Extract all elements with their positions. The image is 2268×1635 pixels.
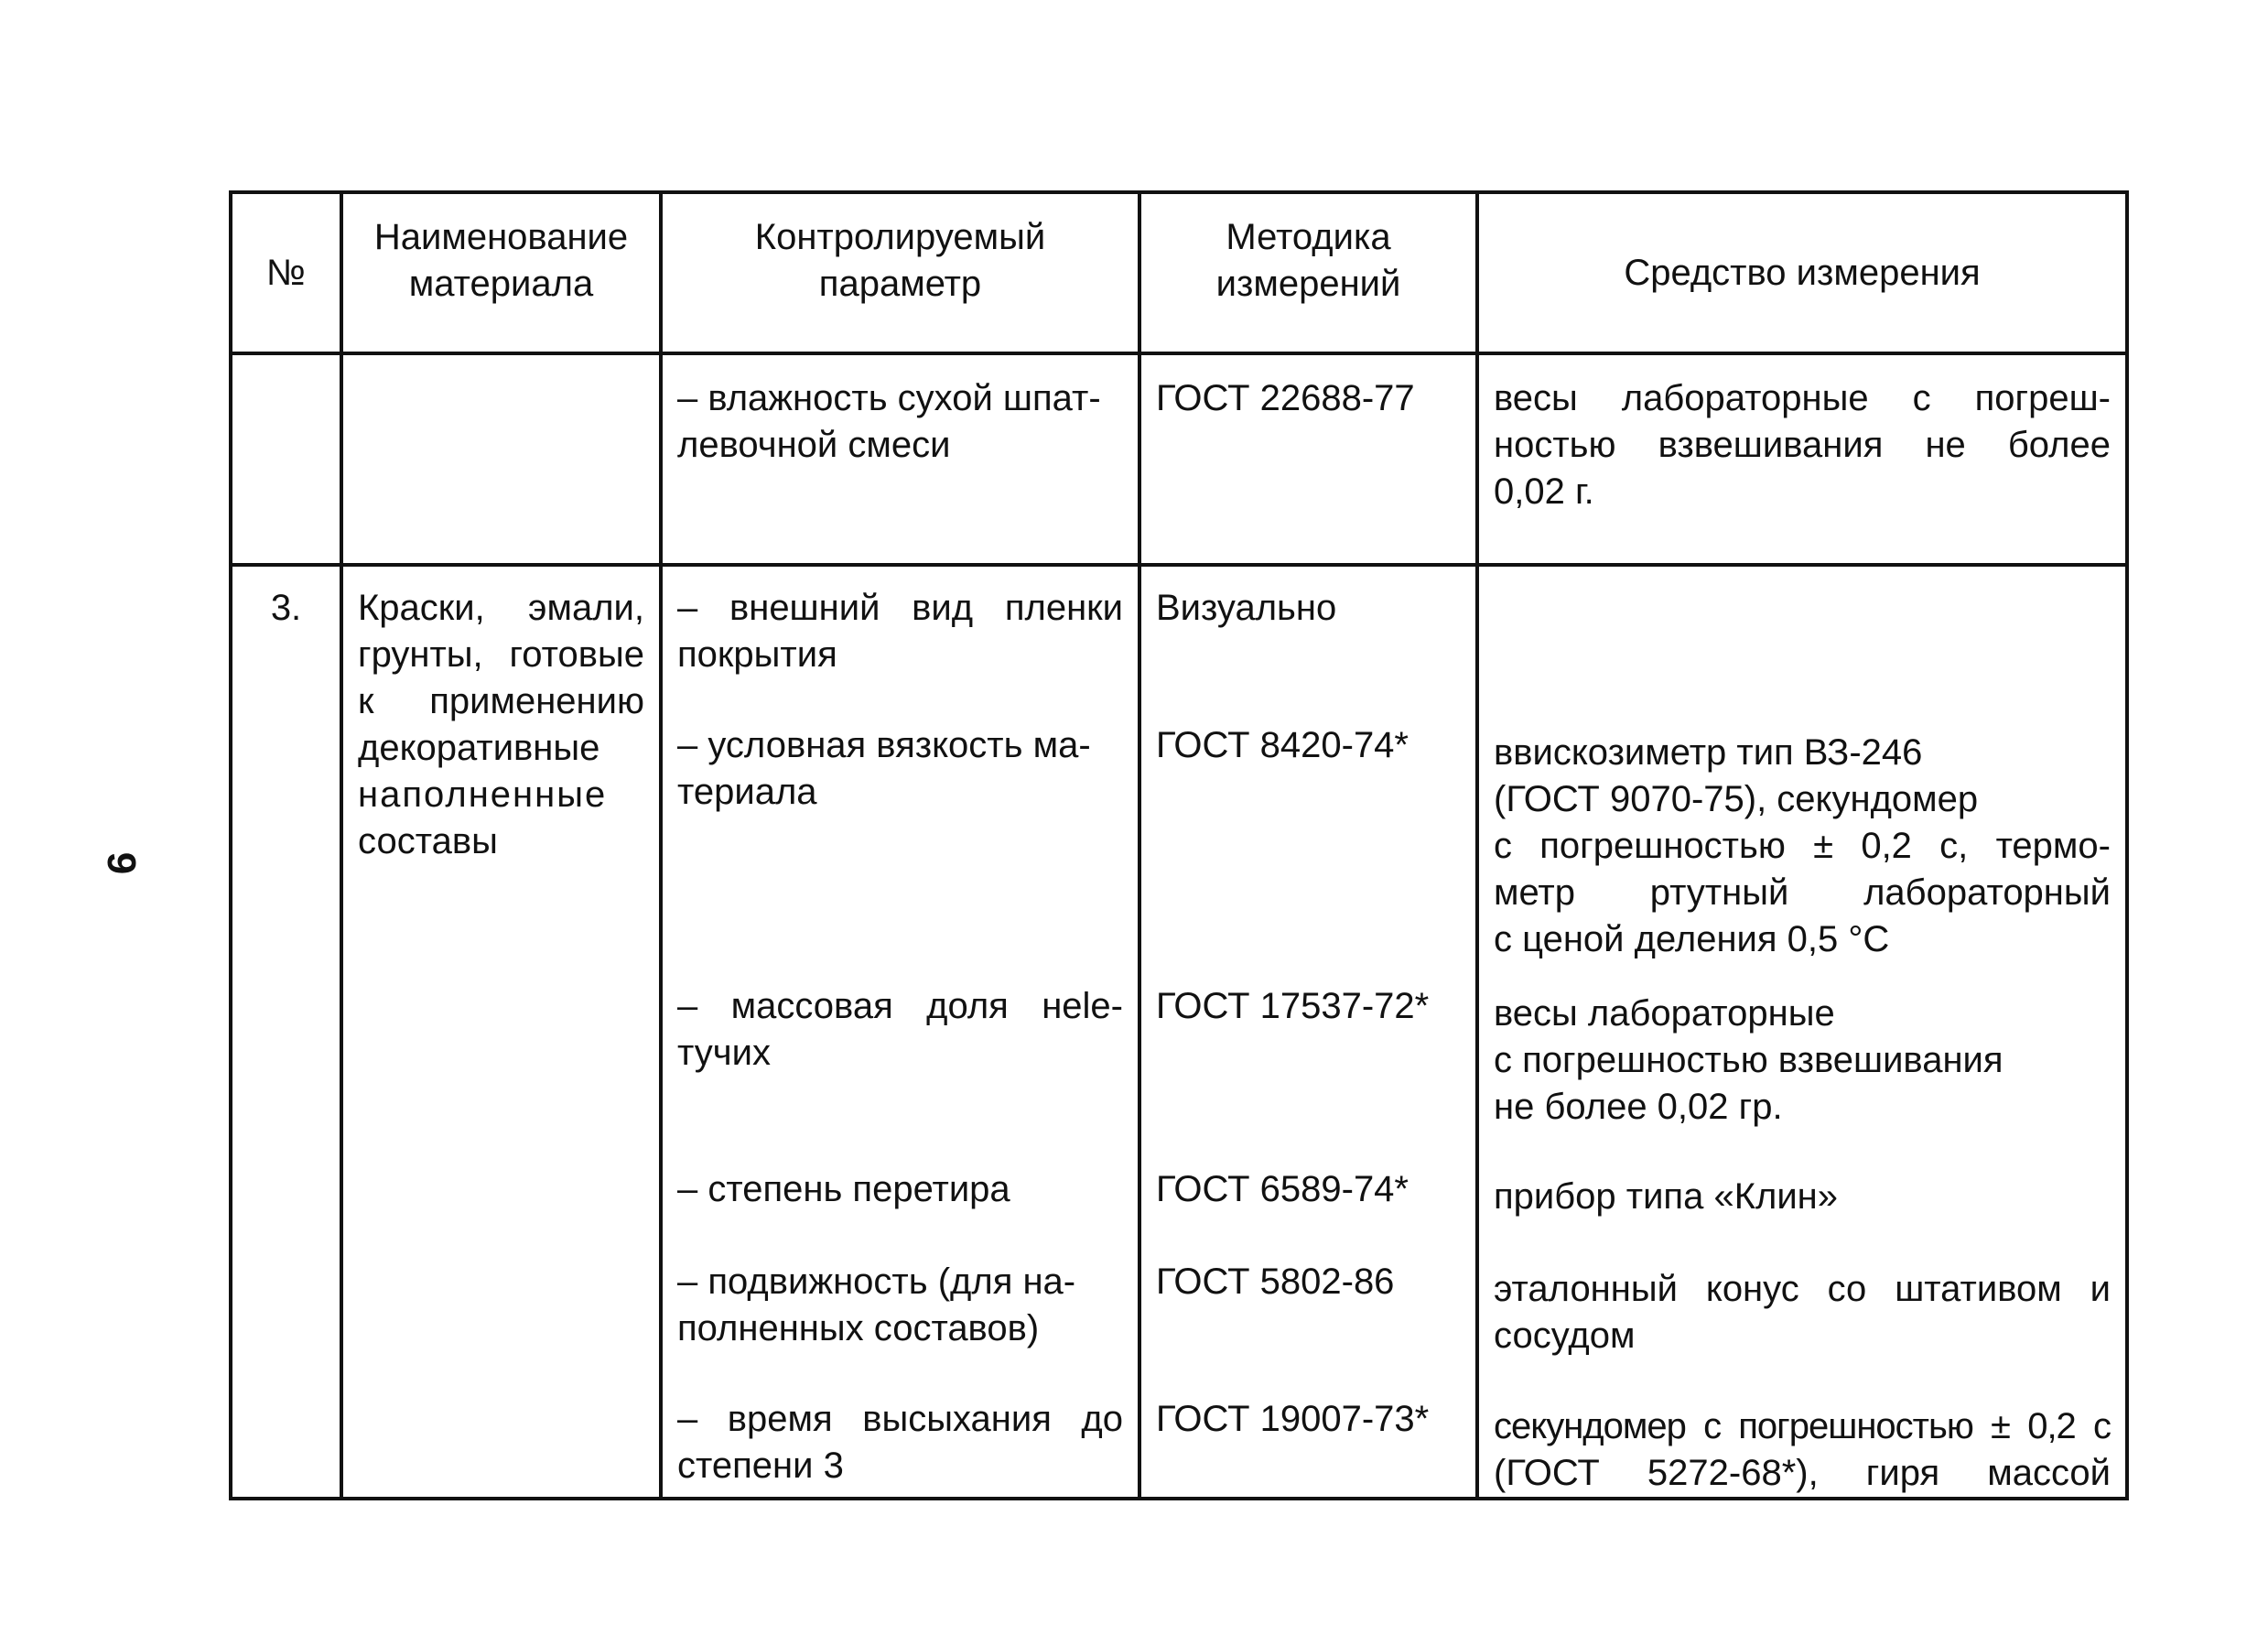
material-line: декоративные [358, 728, 600, 768]
header-material [341, 192, 661, 353]
header-method-line: Методика [1226, 217, 1391, 257]
header-material-line: материала [408, 264, 594, 304]
tool-line: ностью взвешивания не более [1494, 425, 2111, 465]
table-row [231, 565, 2127, 1499]
list-item [677, 983, 1123, 1166]
parameter-line: териала [677, 772, 817, 812]
tool-line: эталонный конус со штативом и [1494, 1269, 2111, 1309]
header-method [1139, 192, 1477, 353]
cell-number: 3. [231, 565, 341, 1499]
header-tool: Средство измерения [1477, 192, 2127, 353]
list-item: ГОСТ 8420-74* [1156, 725, 1409, 765]
parameter-line: полненных составов) [677, 1308, 1040, 1348]
tool-line: с погрешностью взвешивания [1494, 1040, 2003, 1080]
cell-material [341, 565, 661, 1499]
list-item [677, 1259, 1123, 1396]
parameter-line: – условная вязкость ма- [677, 725, 1091, 765]
material-line: составы [358, 821, 498, 861]
tool-line: (ГОСТ 5272-68*), гиря массой [1494, 1453, 2111, 1493]
parameter-list [677, 585, 1123, 1497]
control-parameters-table [229, 190, 2129, 1500]
tool-line: с погрешностью ± 0,2 с, термо- [1494, 826, 2111, 866]
list-item [1494, 1396, 2111, 1497]
list-item: ГОСТ 6589-74* [1156, 1169, 1409, 1209]
material-line: к применению [358, 681, 644, 721]
tool-line: весы лабораторные с погреш- [1494, 378, 2111, 418]
cell-tool [1477, 565, 2127, 1499]
material-line: грунты, готовые [358, 634, 644, 675]
tool-list [1494, 585, 2111, 1497]
header-parameter-line: параметр [818, 264, 982, 304]
cell-material [341, 353, 661, 565]
header-number: № [231, 192, 341, 353]
parameter-line: – степень перетира [677, 1169, 1010, 1209]
parameter-line: – подвижность (для на- [677, 1261, 1076, 1302]
cell-tool [1477, 353, 2127, 565]
tool-line: 0,02 г. [1494, 471, 1594, 512]
list-item: Визуально [1156, 588, 1337, 628]
list-item [1494, 585, 2111, 722]
tool-line: сосудом [1494, 1316, 1636, 1356]
list-item [677, 1166, 1123, 1259]
material-line: Краски, эмали, [358, 588, 644, 628]
list-item [1494, 722, 2111, 983]
parameter-line: – внешний вид пленки [677, 588, 1123, 628]
tool-line: весы лабораторные [1494, 993, 1835, 1034]
parameter-line: – массовая доля нele- [677, 986, 1123, 1026]
list-item [1494, 983, 2111, 1166]
page-number: 9 [99, 851, 144, 875]
list-item [1494, 1259, 2111, 1396]
cell-method: ГОСТ 22688-77 [1139, 353, 1477, 565]
list-item [677, 585, 1123, 722]
list-item [677, 722, 1123, 983]
tool-line: не более 0,02 гр. [1494, 1087, 1783, 1127]
method-list [1156, 585, 1461, 1497]
parameter-line: левочной смеси [677, 425, 951, 465]
list-item: ГОСТ 17537-72* [1156, 986, 1430, 1026]
table-row [231, 353, 2127, 565]
tool-line: метр ртутный лабораторный [1494, 872, 2111, 913]
material-line: наполненные [358, 774, 608, 815]
tool-line: (ГОСТ 9070-75), секундомер [1494, 779, 1979, 819]
parameter-line: покрытия [677, 634, 837, 675]
list-item: ГОСТ 5802-86 [1156, 1261, 1395, 1302]
cell-number [231, 353, 341, 565]
tool-line: секундомер с погрешностью ± 0,2 с [1494, 1406, 2111, 1446]
list-item [1494, 1166, 2111, 1259]
parameter-line: степени 3 [677, 1446, 844, 1486]
tool-line: ввискозиметр тип ВЗ-246 [1494, 732, 1923, 773]
cell-parameter [661, 353, 1139, 565]
parameter-line: – влажность сухой шпат- [677, 378, 1101, 418]
tool-line: прибор типа «Клин» [1494, 1176, 1839, 1217]
header-parameter [661, 192, 1139, 353]
header-method-line: измерений [1215, 264, 1401, 304]
tool-line: с ценой деления 0,5 °С [1494, 919, 1890, 959]
parameter-line: – время высыхания до [677, 1399, 1123, 1439]
header-material-line: Наименование [373, 217, 629, 257]
cell-method [1139, 565, 1477, 1499]
cell-parameter [661, 565, 1139, 1499]
list-item [677, 1396, 1123, 1497]
table-header-row [231, 192, 2127, 353]
list-item: ГОСТ 19007-73* [1156, 1399, 1430, 1439]
header-parameter-line: Контролируемый [754, 217, 1046, 257]
parameter-line: тучих [677, 1033, 771, 1073]
